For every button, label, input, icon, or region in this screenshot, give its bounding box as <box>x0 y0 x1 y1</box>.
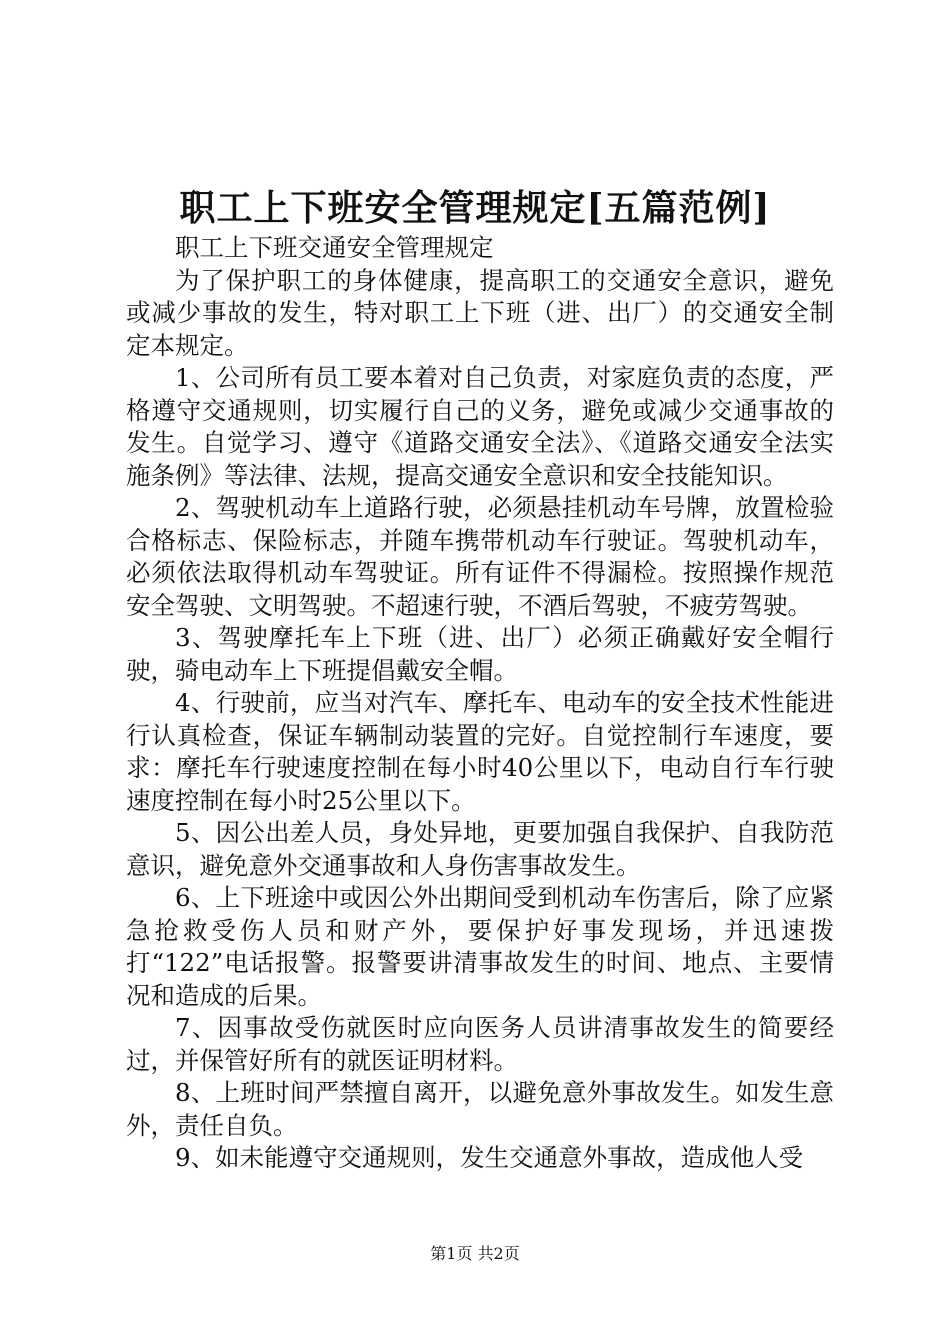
clause-7-paragraph: 7、因事故受伤就医时应向医务人员讲清事故发生的简要经过，并保管好所有的就医证明材料。 <box>126 1013 834 1075</box>
page-footer: 第1页 共2页 <box>430 1244 520 1263</box>
clause-8-paragraph: 8、上班时间严禁擅自离开，以避免意外事故发生。如发生意外，责任自负。 <box>126 1078 834 1140</box>
clause-5-paragraph: 5、因公出差人员，身处异地，更要加强自我保护、自我防范意识，避免意外交通事故和人身伤害事故发生。 <box>126 818 834 880</box>
clause-3-paragraph: 3、驾驶摩托车上下班（进、出厂）必须正确戴好安全帽行驶，骑电动车上下班提倡戴安全帽。 <box>126 623 834 685</box>
clause-9-paragraph: 9、如未能遵守交通规则，发生交通意外事故，造成他人受 <box>175 1143 804 1172</box>
clause-2-paragraph: 2、驾驶机动车上道路行驶，必须悬挂机动车号牌，放置检验合格标志、保险标志，并随车携带机动车行驶证。驾驶机动车，必须依法取得机动车驾驶证。所有证件不得漏检。按照操作规范安全驾驶、文明驾驶。不超速行驶，不酒后驾驶，不疲劳驾驶。 <box>126 493 834 620</box>
intro-paragraph: 为了保护职工的身体健康，提高职工的交通安全意识，避免或减少事故的发生，特对职工上下班（进、出厂）的交通安全制定本规定。 <box>126 265 834 360</box>
document-body <box>126 232 834 1175</box>
subtitle-paragraph: 职工上下班交通安全管理规定 <box>175 233 494 262</box>
clause-4-paragraph: 4、行驶前，应当对汽车、摩托车、电动车的安全技术性能进行认真检查，保证车辆制动装置的完好。自觉控制行车速度，要求：摩托车行驶速度控制在每小时40公里以下，电动自行车行驶速度控制在每小时25公里以下。 <box>126 688 834 815</box>
document-title: 职工上下班安全管理规定[五篇范例] <box>179 187 771 229</box>
clause-6-paragraph: 6、上下班途中或因公外出期间受到机动车伤害后，除了应紧急抢救受伤人员和财产外，要保护好事发现场，并迅速拨打“122”电话报警。报警要讲清事故发生的时间、地点、主要情况和造成的后果。 <box>126 883 834 1010</box>
clause-1-paragraph: 1、公司所有员工要本着对自己负责，对家庭负责的态度，严格遵守交通规则，切实履行自己的义务，避免或减少交通事故的发生。自觉学习、遵守《道路交通安全法》、《道路交通安全法实施条例》等法律、法规，提高交通安全意识和安全技能知识。 <box>126 363 834 490</box>
